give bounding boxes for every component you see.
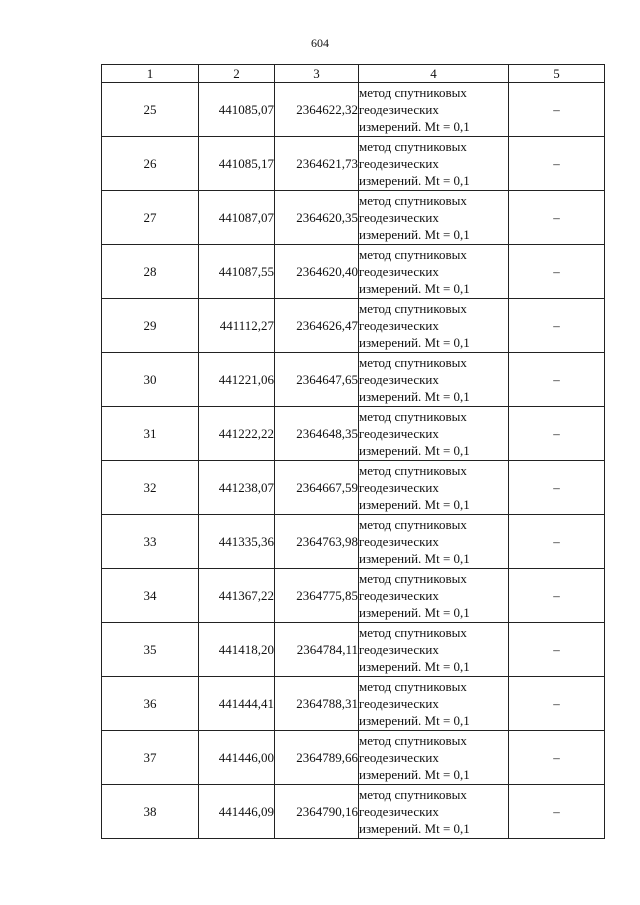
table-header-row — [102, 65, 605, 83]
point-number-cell: 25 — [102, 83, 199, 137]
method-text-line2: геодезических — [359, 804, 439, 819]
y-coordinate-cell: 2364784,11 — [275, 623, 359, 677]
method-cell — [359, 83, 509, 137]
method-text-line3: измерений. Mt = 0,1 — [359, 659, 470, 674]
y-coordinate-cell: 2364789,66 — [275, 731, 359, 785]
x-coordinate-cell: 441087,07 — [199, 191, 275, 245]
header-cell-4: 4 — [359, 65, 509, 83]
table-row — [102, 299, 605, 353]
method-cell — [359, 515, 509, 569]
method-text-line3: измерений. Mt = 0,1 — [359, 335, 470, 350]
method-text-line2: геодезических — [359, 750, 439, 765]
x-coordinate-cell: 441221,06 — [199, 353, 275, 407]
method-text-line1: метод спутниковых — [359, 517, 467, 532]
table-row — [102, 731, 605, 785]
y-coordinate-cell: 2364626,47 — [275, 299, 359, 353]
x-coordinate-cell: 441112,27 — [199, 299, 275, 353]
method-text-line1: метод спутниковых — [359, 625, 467, 640]
method-text-line3: измерений. Mt = 0,1 — [359, 767, 470, 782]
method-cell — [359, 731, 509, 785]
y-coordinate-cell: 2364648,35 — [275, 407, 359, 461]
method-text-line3: измерений. Mt = 0,1 — [359, 821, 470, 836]
method-cell — [359, 569, 509, 623]
method-text-line2: геодезических — [359, 534, 439, 549]
y-coordinate-cell: 2364790,16 — [275, 785, 359, 839]
column5-cell: – — [509, 731, 605, 785]
point-number-cell: 35 — [102, 623, 199, 677]
method-cell — [359, 407, 509, 461]
table-row — [102, 83, 605, 137]
method-cell — [359, 785, 509, 839]
column5-cell: – — [509, 299, 605, 353]
y-coordinate-cell: 2364763,98 — [275, 515, 359, 569]
method-cell — [359, 353, 509, 407]
column5-cell: – — [509, 461, 605, 515]
table-row — [102, 569, 605, 623]
point-number-cell: 29 — [102, 299, 199, 353]
point-number-cell: 33 — [102, 515, 199, 569]
table-row — [102, 461, 605, 515]
method-text-line1: метод спутниковых — [359, 409, 467, 424]
column5-cell: – — [509, 83, 605, 137]
y-coordinate-cell: 2364622,32 — [275, 83, 359, 137]
method-text-line1: метод спутниковых — [359, 247, 467, 262]
y-coordinate-cell: 2364620,40 — [275, 245, 359, 299]
method-cell — [359, 677, 509, 731]
method-text-line3: измерений. Mt = 0,1 — [359, 227, 470, 242]
method-text-line1: метод спутниковых — [359, 355, 467, 370]
method-text-line1: метод спутниковых — [359, 787, 467, 802]
header-cell-1: 1 — [102, 65, 199, 83]
column5-cell: – — [509, 623, 605, 677]
method-text-line2: геодезических — [359, 372, 439, 387]
y-coordinate-cell: 2364621,73 — [275, 137, 359, 191]
method-text-line2: геодезических — [359, 102, 439, 117]
table-row — [102, 515, 605, 569]
point-number-cell: 27 — [102, 191, 199, 245]
point-number-cell: 37 — [102, 731, 199, 785]
y-coordinate-cell: 2364775,85 — [275, 569, 359, 623]
method-text-line2: геодезических — [359, 426, 439, 441]
x-coordinate-cell: 441444,41 — [199, 677, 275, 731]
point-number-cell: 36 — [102, 677, 199, 731]
header-cell-3: 3 — [275, 65, 359, 83]
method-text-line1: метод спутниковых — [359, 733, 467, 748]
y-coordinate-cell: 2364620,35 — [275, 191, 359, 245]
method-cell — [359, 137, 509, 191]
x-coordinate-cell: 441087,55 — [199, 245, 275, 299]
method-text-line1: метод спутниковых — [359, 679, 467, 694]
method-text-line1: метод спутниковых — [359, 193, 467, 208]
column5-cell: – — [509, 407, 605, 461]
y-coordinate-cell: 2364647,65 — [275, 353, 359, 407]
method-cell — [359, 191, 509, 245]
method-text-line2: геодезических — [359, 264, 439, 279]
method-text-line3: измерений. Mt = 0,1 — [359, 281, 470, 296]
method-text-line1: метод спутниковых — [359, 301, 467, 316]
method-text-line3: измерений. Mt = 0,1 — [359, 119, 470, 134]
coordinates-table — [101, 64, 605, 839]
x-coordinate-cell: 441418,20 — [199, 623, 275, 677]
method-text-line2: геодезических — [359, 696, 439, 711]
x-coordinate-cell: 441446,09 — [199, 785, 275, 839]
point-number-cell: 30 — [102, 353, 199, 407]
x-coordinate-cell: 441085,17 — [199, 137, 275, 191]
table-row — [102, 137, 605, 191]
method-text-line3: измерений. Mt = 0,1 — [359, 551, 470, 566]
x-coordinate-cell: 441222,22 — [199, 407, 275, 461]
method-text-line3: измерений. Mt = 0,1 — [359, 173, 470, 188]
table-row — [102, 353, 605, 407]
method-text-line3: измерений. Mt = 0,1 — [359, 713, 470, 728]
table-row — [102, 623, 605, 677]
column5-cell: – — [509, 569, 605, 623]
column5-cell: – — [509, 785, 605, 839]
method-text-line2: геодезических — [359, 156, 439, 171]
column5-cell: – — [509, 515, 605, 569]
method-text-line3: измерений. Mt = 0,1 — [359, 497, 470, 512]
x-coordinate-cell: 441085,07 — [199, 83, 275, 137]
x-coordinate-cell: 441238,07 — [199, 461, 275, 515]
table-row — [102, 191, 605, 245]
header-cell-2: 2 — [199, 65, 275, 83]
point-number-cell: 28 — [102, 245, 199, 299]
y-coordinate-cell: 2364667,59 — [275, 461, 359, 515]
x-coordinate-cell: 441446,00 — [199, 731, 275, 785]
point-number-cell: 38 — [102, 785, 199, 839]
column5-cell: – — [509, 353, 605, 407]
header-cell-5: 5 — [509, 65, 605, 83]
method-text-line2: геодезических — [359, 642, 439, 657]
table-row — [102, 245, 605, 299]
column5-cell: – — [509, 677, 605, 731]
method-text-line2: геодезических — [359, 210, 439, 225]
x-coordinate-cell: 441335,36 — [199, 515, 275, 569]
method-cell — [359, 623, 509, 677]
point-number-cell: 34 — [102, 569, 199, 623]
method-text-line2: геодезических — [359, 588, 439, 603]
method-text-line3: измерений. Mt = 0,1 — [359, 443, 470, 458]
method-text-line1: метод спутниковых — [359, 85, 467, 100]
y-coordinate-cell: 2364788,31 — [275, 677, 359, 731]
method-text-line1: метод спутниковых — [359, 463, 467, 478]
table-row — [102, 407, 605, 461]
method-text-line2: геодезических — [359, 318, 439, 333]
method-cell — [359, 245, 509, 299]
page-number: 604 — [311, 36, 329, 50]
point-number-cell: 31 — [102, 407, 199, 461]
table-row — [102, 785, 605, 839]
method-cell — [359, 461, 509, 515]
column5-cell: – — [509, 137, 605, 191]
point-number-cell: 26 — [102, 137, 199, 191]
x-coordinate-cell: 441367,22 — [199, 569, 275, 623]
table-row — [102, 677, 605, 731]
method-text-line2: геодезических — [359, 480, 439, 495]
column5-cell: – — [509, 245, 605, 299]
method-cell — [359, 299, 509, 353]
column5-cell: – — [509, 191, 605, 245]
method-text-line3: измерений. Mt = 0,1 — [359, 389, 470, 404]
method-text-line3: измерений. Mt = 0,1 — [359, 605, 470, 620]
method-text-line1: метод спутниковых — [359, 571, 467, 586]
method-text-line1: метод спутниковых — [359, 139, 467, 154]
point-number-cell: 32 — [102, 461, 199, 515]
